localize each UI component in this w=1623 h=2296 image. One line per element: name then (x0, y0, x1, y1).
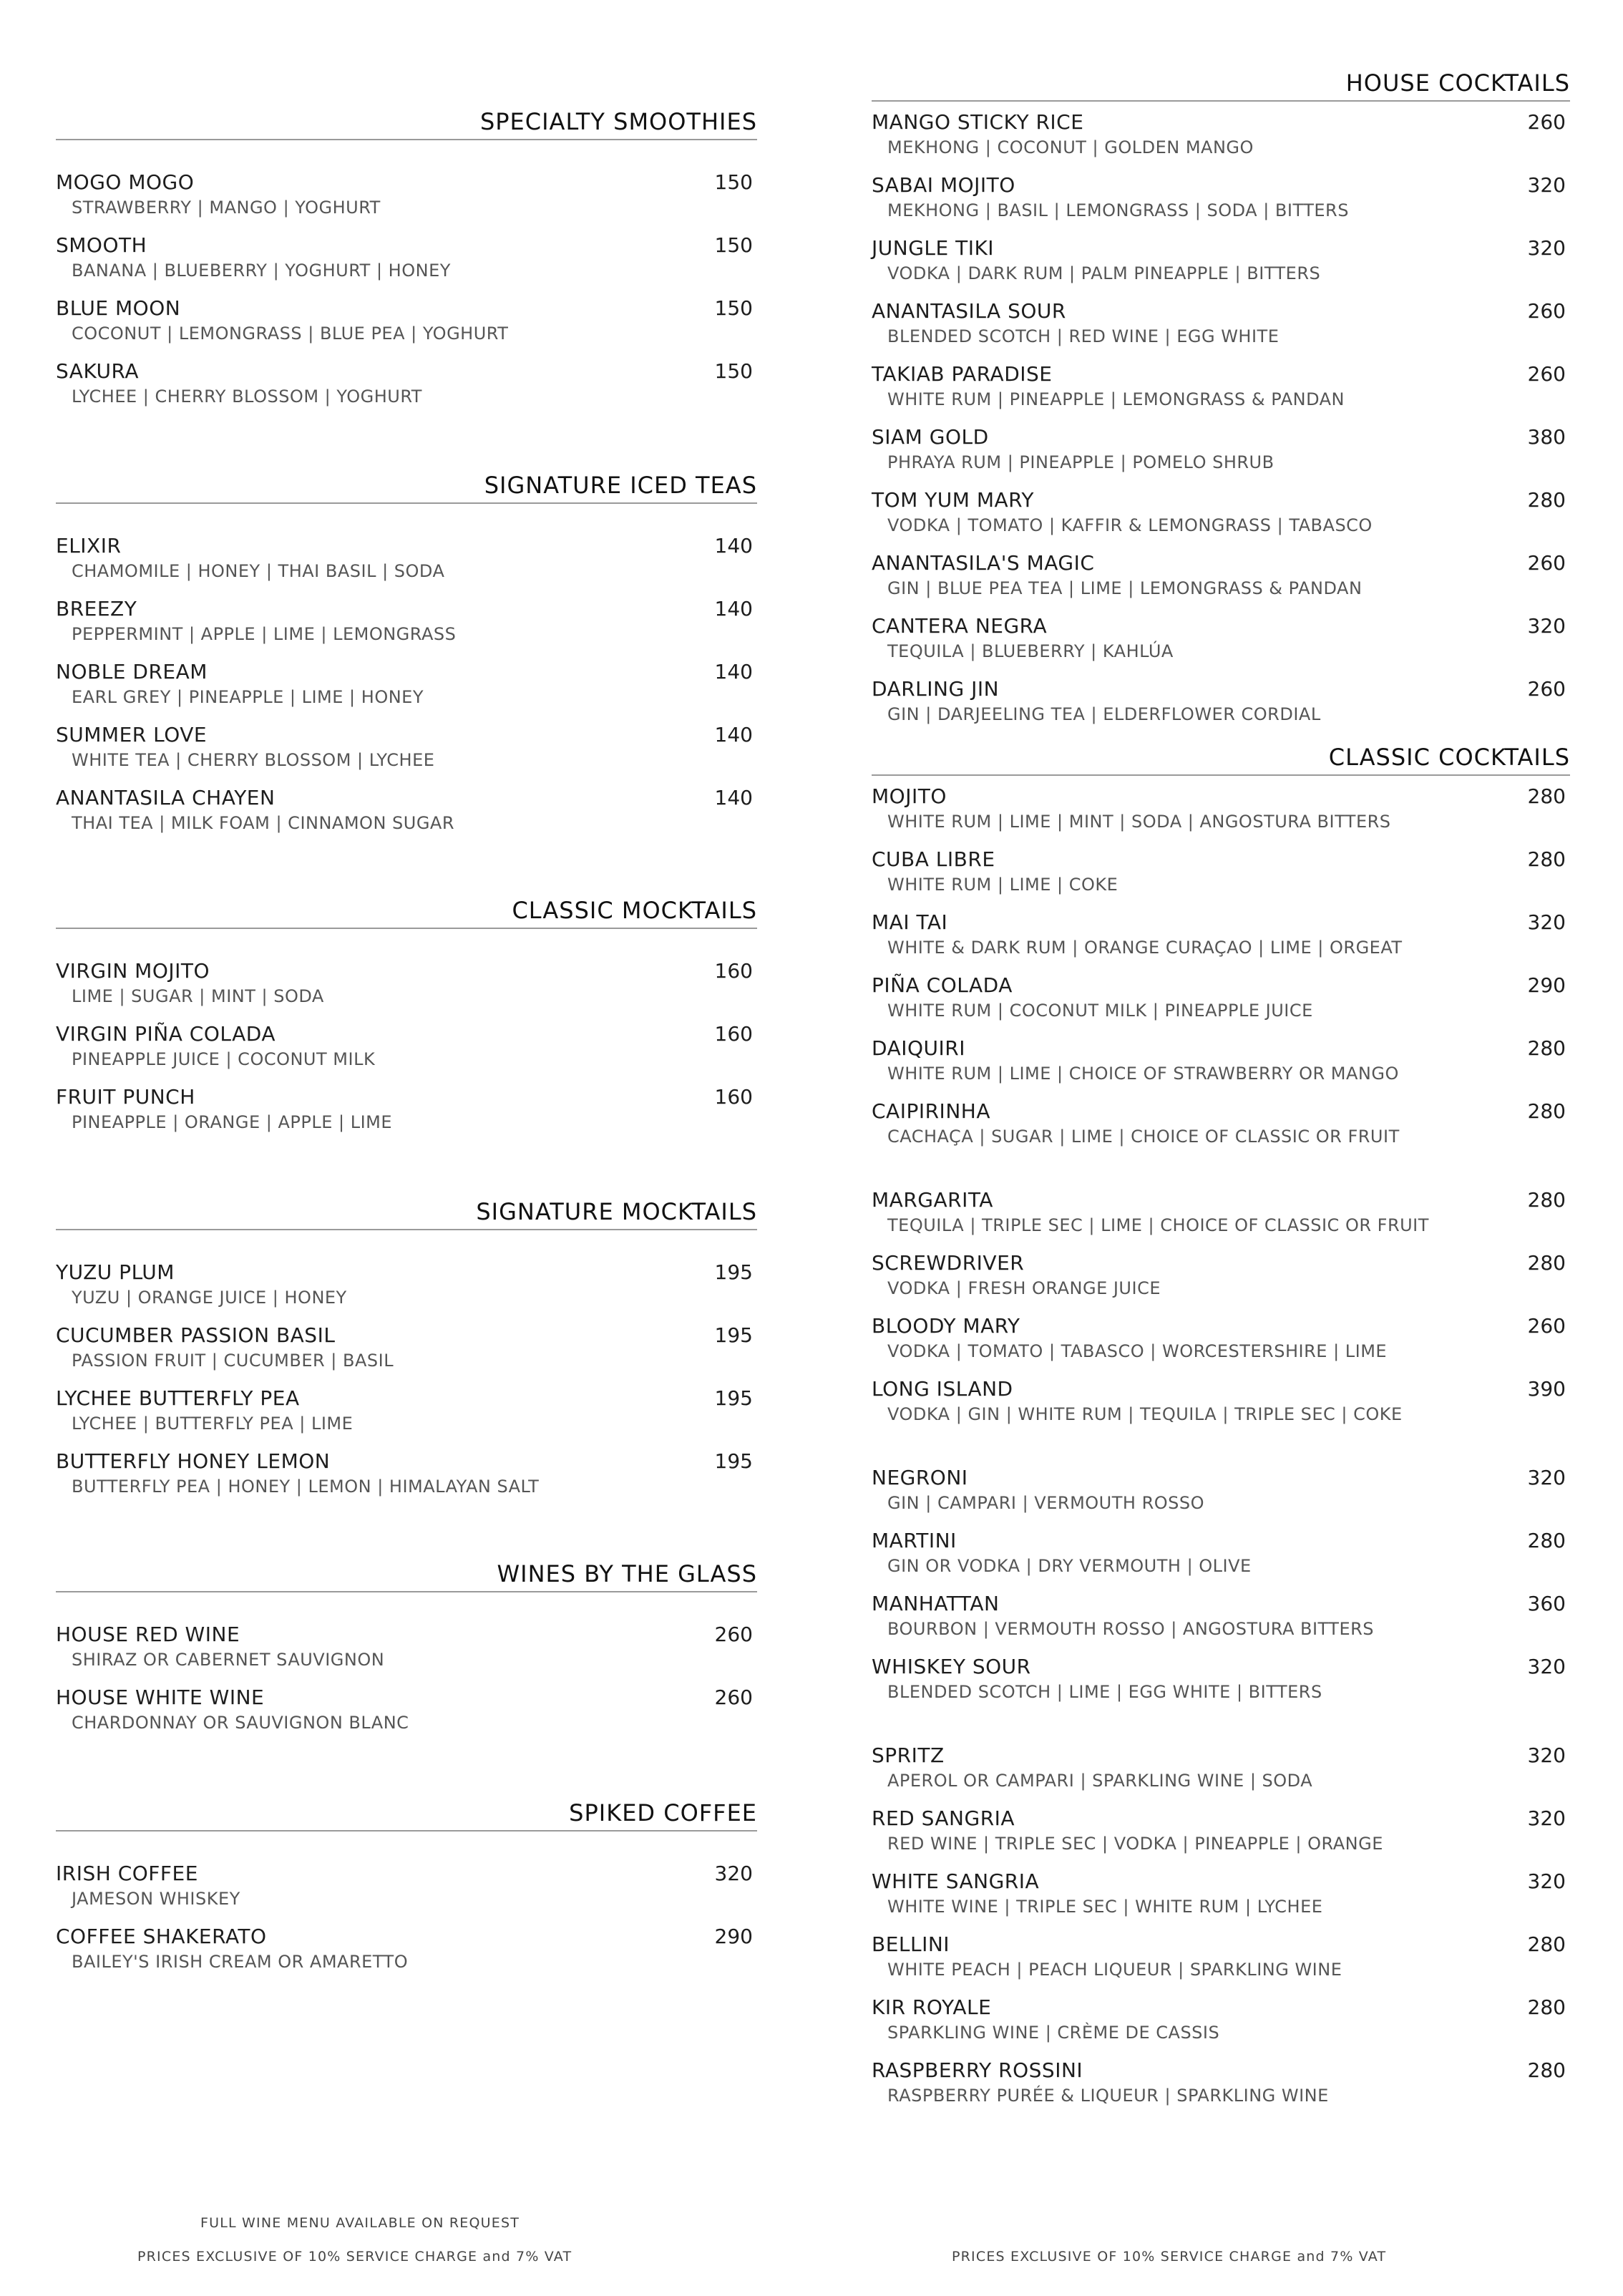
section-title: SPIKED COFFEE (56, 1799, 757, 1832)
item-description: GIN OR VODKA | DRY VERMOUTH | OLIVE (887, 1556, 1252, 1576)
menu-item (56, 1260, 757, 1312)
item-price: 320 (1527, 910, 1566, 934)
menu-item (872, 677, 1570, 729)
item-description: TEQUILA | TRIPLE SEC | LIME | CHOICE OF CLASSIC OR FRUIT (887, 1215, 1429, 1235)
menu-section (56, 896, 757, 1132)
item-description: VODKA | GIN | WHITE RUM | TEQUILA | TRIPLE SEC | COKE (887, 1404, 1403, 1424)
item-name: BLOODY MARY (872, 1314, 1020, 1338)
menu-item (56, 1386, 757, 1438)
item-name: LONG ISLAND (872, 1377, 1013, 1401)
item-description: BAILEY'S IRISH CREAM OR AMARETTO (72, 1952, 409, 1972)
item-price: 280 (1527, 847, 1566, 871)
menu-section (56, 1560, 757, 1733)
item-name: ANANTASILA'S MAGIC (872, 551, 1095, 575)
menu-item (56, 296, 757, 348)
item-description: MEKHONG | COCONUT | GOLDEN MANGO (887, 137, 1254, 157)
item-description: LYCHEE | BUTTERFLY PEA | LIME (72, 1414, 354, 1434)
item-name: JUNGLE TIKI (872, 236, 995, 260)
menu-item (872, 110, 1570, 162)
item-description: CACHAÇA | SUGAR | LIME | CHOICE OF CLASSIC OR FRUIT (887, 1127, 1400, 1147)
item-price: 150 (714, 170, 753, 194)
item-name: SABAI MOJITO (872, 173, 1015, 197)
item-price: 160 (714, 1085, 753, 1109)
item-description: GIN | CAMPARI | VERMOUTH ROSSO (887, 1493, 1204, 1513)
item-description: LYCHEE | CHERRY BLOSSOM | YOGHURT (72, 386, 422, 407)
item-description: VODKA | FRESH ORANGE JUICE (887, 1278, 1161, 1298)
item-name: ANANTASILA CHAYEN (56, 786, 276, 809)
item-description: WHITE RUM | PINEAPPLE | LEMONGRASS & PANDAN (887, 389, 1345, 409)
item-name: KIR ROYALE (872, 1995, 992, 2019)
item-name: SPRITZ (872, 1743, 945, 1767)
item-description: EARL GREY | PINEAPPLE | LIME | HONEY (72, 687, 424, 707)
menu-section (56, 1197, 757, 1497)
item-name: BLUE MOON (56, 296, 181, 320)
menu-item (872, 1655, 1570, 1706)
item-description: PHRAYA RUM | PINEAPPLE | POMELO SHRUB (887, 452, 1274, 472)
menu-item (872, 425, 1570, 477)
menu-item (872, 299, 1570, 351)
item-description: VODKA | DARK RUM | PALM PINEAPPLE | BITTERS (887, 263, 1321, 283)
item-description: LIME | SUGAR | MINT | SODA (72, 986, 324, 1006)
menu-item (56, 723, 757, 774)
prices-note-left: PRICES EXCLUSIVE OF 10% SERVICE CHARGE and 7% VAT (137, 2249, 572, 2265)
menu-item (56, 170, 757, 222)
menu-section (56, 471, 757, 833)
item-name: RASPBERRY ROSSINI (872, 2058, 1083, 2082)
item-price: 280 (1527, 1188, 1566, 1212)
item-description: SHIRAZ OR CABERNET SAUVIGNON (72, 1650, 385, 1670)
item-name: FRUIT PUNCH (56, 1085, 195, 1109)
menu-item (872, 1806, 1570, 1858)
menu-section (872, 69, 1570, 724)
item-name: SIAM GOLD (872, 425, 989, 449)
item-price: 195 (714, 1386, 753, 1410)
item-price: 280 (1527, 1251, 1566, 1275)
item-price: 320 (1527, 1655, 1566, 1678)
item-price: 260 (1527, 1314, 1566, 1338)
item-price: 280 (1527, 1932, 1566, 1956)
menu-item (872, 1377, 1570, 1429)
section-title: SPECIALTY SMOOTHIES (56, 107, 757, 140)
item-price: 140 (714, 660, 753, 684)
item-price: 320 (1527, 1869, 1566, 1893)
menu-section (872, 743, 1570, 2106)
menu-item (872, 1466, 1570, 1517)
menu-item (56, 1925, 757, 1976)
item-description: STRAWBERRY | MANGO | YOGHURT (72, 198, 381, 218)
menu-section (56, 1799, 757, 1972)
item-name: ELIXIR (56, 534, 122, 558)
item-description: VODKA | TOMATO | KAFFIR & LEMONGRASS | TABASCO (887, 515, 1373, 535)
item-description: GIN | DARJEELING TEA | ELDERFLOWER CORDIAL (887, 704, 1321, 724)
section-title: CLASSIC MOCKTAILS (56, 896, 757, 929)
item-description: COCONUT | LEMONGRASS | BLUE PEA | YOGHURT (72, 324, 509, 344)
item-name: CAIPIRINHA (872, 1099, 990, 1123)
item-price: 150 (714, 296, 753, 320)
menu-item (872, 362, 1570, 414)
prices-note-right: PRICES EXCLUSIVE OF 10% SERVICE CHARGE and 7% VAT (952, 2249, 1387, 2265)
menu-item (56, 1085, 757, 1137)
item-price: 150 (714, 359, 753, 383)
menu-item (872, 1869, 1570, 1921)
menu-item (56, 1685, 757, 1737)
menu-item (872, 1529, 1570, 1580)
item-description: WHITE PEACH | PEACH LIQUEUR | SPARKLING WINE (887, 1960, 1342, 1980)
item-price: 390 (1527, 1377, 1566, 1401)
menu-item (872, 173, 1570, 225)
menu-item (56, 1449, 757, 1501)
item-name: SCREWDRIVER (872, 1251, 1025, 1275)
menu-item (56, 233, 757, 285)
menu-item (56, 786, 757, 837)
item-description: SPARKLING WINE | CRÈME DE CASSIS (887, 2023, 1220, 2043)
item-description: BLENDED SCOTCH | LIME | EGG WHITE | BITTERS (887, 1682, 1322, 1702)
item-name: VIRGIN PIÑA COLADA (56, 1022, 276, 1046)
item-price: 260 (1527, 551, 1566, 575)
item-price: 260 (714, 1623, 753, 1646)
wine-menu-note: FULL WINE MENU AVAILABLE ON REQUEST (200, 2215, 520, 2231)
item-name: CANTERA NEGRA (872, 614, 1048, 638)
menu-item (872, 1995, 1570, 2047)
item-description: TEQUILA | BLUEBERRY | KAHLÚA (887, 641, 1174, 661)
item-name: SUMMER LOVE (56, 723, 208, 746)
section-title: WINES BY THE GLASS (56, 1560, 757, 1592)
item-description: PASSION FRUIT | CUCUMBER | BASIL (72, 1351, 394, 1371)
item-name: MARTINI (872, 1529, 957, 1552)
item-description: PEPPERMINT | APPLE | LIME | LEMONGRASS (72, 624, 457, 644)
item-name: NEGRONI (872, 1466, 968, 1489)
menu-item (872, 1314, 1570, 1366)
item-description: YUZU | ORANGE JUICE | HONEY (72, 1288, 347, 1308)
item-price: 280 (1527, 1529, 1566, 1552)
section-title: CLASSIC COCKTAILS (872, 743, 1570, 776)
item-name: MAI TAI (872, 910, 948, 934)
item-name: TAKIAB PARADISE (872, 362, 1053, 386)
item-description: WHITE RUM | COCONUT MILK | PINEAPPLE JUICE (887, 1001, 1313, 1021)
item-name: RED SANGRIA (872, 1806, 1015, 1830)
menu-item (872, 1743, 1570, 1795)
item-price: 280 (1527, 2058, 1566, 2082)
item-price: 380 (1527, 425, 1566, 449)
item-name: DARLING JIN (872, 677, 1000, 701)
item-description: APEROL OR CAMPARI | SPARKLING WINE | SODA (887, 1771, 1313, 1791)
item-price: 280 (1527, 1995, 1566, 2019)
menu-item (56, 660, 757, 711)
item-name: COFFEE SHAKERATO (56, 1925, 267, 1948)
menu-item (56, 1623, 757, 1674)
menu-item (872, 551, 1570, 603)
item-price: 140 (714, 786, 753, 809)
item-description: VODKA | TOMATO | TABASCO | WORCESTERSHIRE | LIME (887, 1341, 1388, 1361)
item-price: 320 (1527, 173, 1566, 197)
item-description: PINEAPPLE JUICE | COCONUT MILK (72, 1049, 376, 1069)
menu-item (56, 1323, 757, 1375)
menu-item (872, 614, 1570, 666)
item-description: JAMESON WHISKEY (72, 1889, 240, 1909)
menu-item (872, 784, 1570, 836)
item-name: VIRGIN MOJITO (56, 959, 210, 983)
item-description: PINEAPPLE | ORANGE | APPLE | LIME (72, 1112, 393, 1132)
item-description: WHITE TEA | CHERRY BLOSSOM | LYCHEE (72, 750, 435, 770)
item-price: 280 (1527, 784, 1566, 808)
item-price: 260 (1527, 110, 1566, 134)
item-description: WHITE & DARK RUM | ORANGE CURAÇAO | LIME | ORGEAT (887, 938, 1403, 958)
item-name: PIÑA COLADA (872, 973, 1013, 997)
item-name: LYCHEE BUTTERFLY PEA (56, 1386, 300, 1410)
item-description: BANANA | BLUEBERRY | YOGHURT | HONEY (72, 261, 451, 281)
menu-item (872, 1036, 1570, 1088)
item-description: BUTTERFLY PEA | HONEY | LEMON | HIMALAYAN SALT (72, 1477, 540, 1497)
item-price: 260 (1527, 299, 1566, 323)
item-price: 320 (714, 1862, 753, 1885)
item-name: DAIQUIRI (872, 1036, 965, 1060)
item-price: 320 (1527, 614, 1566, 638)
item-price: 320 (1527, 1806, 1566, 1830)
item-name: MANGO STICKY RICE (872, 110, 1084, 134)
menu-item (56, 534, 757, 585)
menu-item (56, 359, 757, 411)
menu-item (872, 1932, 1570, 1984)
item-description: GIN | BLUE PEA TEA | LIME | LEMONGRASS & PANDAN (887, 578, 1363, 598)
item-name: MARGARITA (872, 1188, 993, 1212)
menu-item (872, 910, 1570, 962)
item-price: 160 (714, 1022, 753, 1046)
item-description: RASPBERRY PURÉE & LIQUEUR | SPARKLING WINE (887, 2086, 1329, 2106)
item-name: BUTTERFLY HONEY LEMON (56, 1449, 331, 1473)
item-description: WHITE WINE | TRIPLE SEC | WHITE RUM | LYCHEE (887, 1897, 1323, 1917)
item-price: 140 (714, 534, 753, 558)
menu-item (872, 2058, 1570, 2110)
menu-item (56, 597, 757, 648)
item-description: WHITE RUM | LIME | COKE (887, 875, 1118, 895)
item-name: SMOOTH (56, 233, 147, 257)
item-name: WHISKEY SOUR (872, 1655, 1031, 1678)
menu-item (872, 236, 1570, 288)
item-name: BELLINI (872, 1932, 950, 1956)
item-price: 160 (714, 959, 753, 983)
menu-section (56, 107, 757, 407)
item-price: 320 (1527, 236, 1566, 260)
item-price: 360 (1527, 1592, 1566, 1615)
item-description: WHITE RUM | LIME | MINT | SODA | ANGOSTURA BITTERS (887, 812, 1391, 832)
item-name: NOBLE DREAM (56, 660, 208, 684)
item-description: WHITE RUM | LIME | CHOICE OF STRAWBERRY OR MANGO (887, 1064, 1399, 1084)
menu-item (872, 488, 1570, 540)
item-name: TOM YUM MARY (872, 488, 1034, 512)
item-price: 290 (714, 1925, 753, 1948)
item-price: 195 (714, 1449, 753, 1473)
item-price: 260 (1527, 362, 1566, 386)
menu-item (56, 959, 757, 1011)
item-description: BOURBON | VERMOUTH ROSSO | ANGOSTURA BITTERS (887, 1619, 1375, 1639)
item-price: 150 (714, 233, 753, 257)
item-price: 290 (1527, 973, 1566, 997)
item-name: HOUSE WHITE WINE (56, 1685, 265, 1709)
item-description: CHAMOMILE | HONEY | THAI BASIL | SODA (72, 561, 445, 581)
menu-item (872, 847, 1570, 899)
section-title: SIGNATURE ICED TEAS (56, 471, 757, 504)
item-description: THAI TEA | MILK FOAM | CINNAMON SUGAR (72, 813, 455, 833)
item-price: 195 (714, 1260, 753, 1284)
item-description: CHARDONNAY OR SAUVIGNON BLANC (72, 1713, 409, 1733)
menu-item (872, 1251, 1570, 1303)
item-name: MOJITO (872, 784, 947, 808)
menu-item (872, 1188, 1570, 1240)
item-name: IRISH COFFEE (56, 1862, 198, 1885)
item-name: SAKURA (56, 359, 140, 383)
item-name: HOUSE RED WINE (56, 1623, 240, 1646)
menu-item (56, 1862, 757, 1913)
item-name: CUCUMBER PASSION BASIL (56, 1323, 336, 1347)
item-price: 140 (714, 723, 753, 746)
section-title: HOUSE COCKTAILS (872, 69, 1570, 102)
item-price: 140 (714, 597, 753, 621)
item-name: ANANTASILA SOUR (872, 299, 1066, 323)
item-name: YUZU PLUM (56, 1260, 175, 1284)
item-name: BREEZY (56, 597, 137, 621)
menu-item (872, 1099, 1570, 1151)
item-price: 260 (1527, 677, 1566, 701)
item-price: 320 (1527, 1466, 1566, 1489)
menu-item (872, 973, 1570, 1025)
section-title: SIGNATURE MOCKTAILS (56, 1197, 757, 1230)
item-price: 280 (1527, 1099, 1566, 1123)
item-price: 195 (714, 1323, 753, 1347)
item-description: BLENDED SCOTCH | RED WINE | EGG WHITE (887, 326, 1280, 346)
item-name: MANHATTAN (872, 1592, 1000, 1615)
item-name: CUBA LIBRE (872, 847, 995, 871)
item-price: 280 (1527, 1036, 1566, 1060)
item-price: 280 (1527, 488, 1566, 512)
item-name: WHITE SANGRIA (872, 1869, 1040, 1893)
menu-item (56, 1022, 757, 1074)
menu-item (872, 1592, 1570, 1643)
item-price: 260 (714, 1685, 753, 1709)
item-description: RED WINE | TRIPLE SEC | VODKA | PINEAPPLE | ORANGE (887, 1834, 1383, 1854)
item-name: MOGO MOGO (56, 170, 195, 194)
item-description: MEKHONG | BASIL | LEMONGRASS | SODA | BITTERS (887, 200, 1349, 220)
item-price: 320 (1527, 1743, 1566, 1767)
